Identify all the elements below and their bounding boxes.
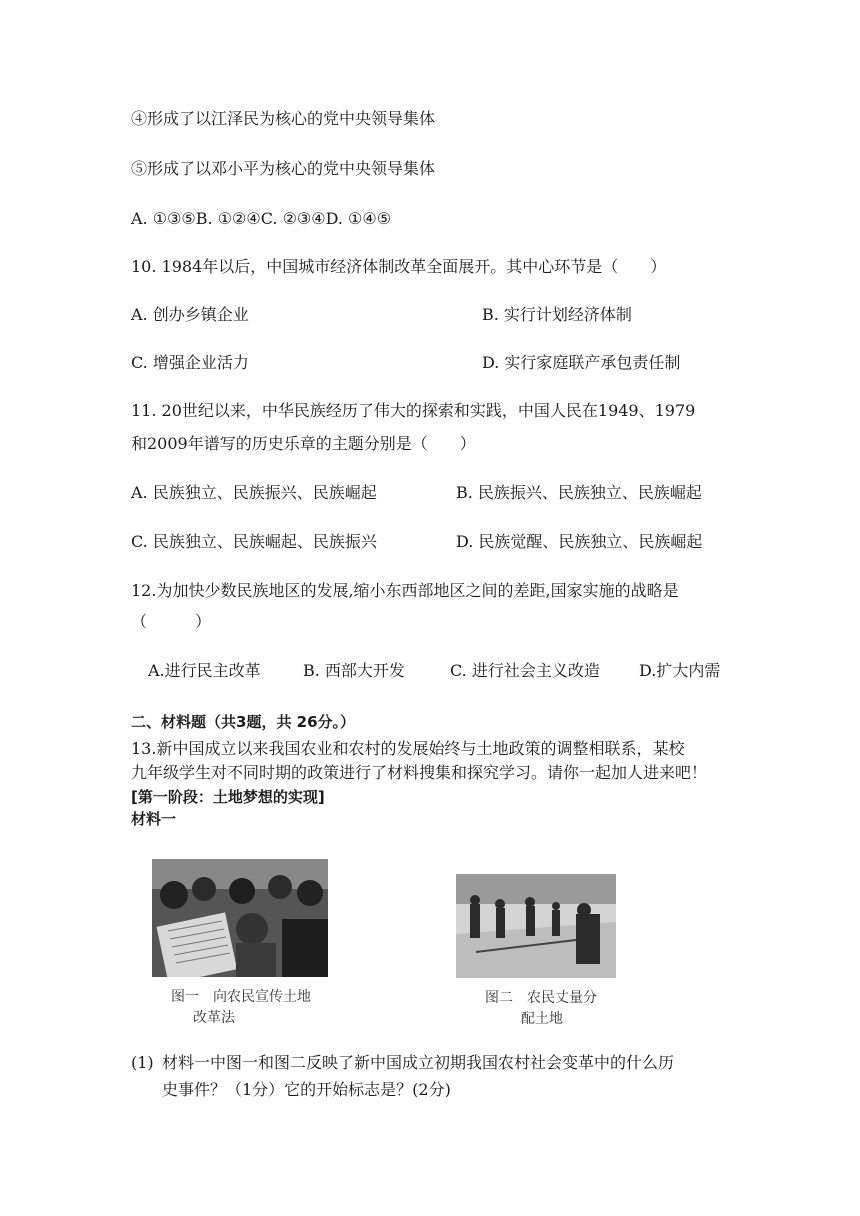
figure-1-caption-line1: 图一 向农民宣传土地 [171, 989, 311, 1005]
figure-2-photo [456, 874, 616, 978]
sub-question-1-number: (1) [131, 1053, 154, 1072]
q10-option-d: D. 实行家庭联产承包责任制 [482, 353, 681, 372]
line-option-5: ⑤形成了以邓小平为核心的党中央领导集体 [131, 159, 436, 178]
sub-question-1-line2: 史事件？（1分）它的开始标志是？(2分) [162, 1080, 451, 1099]
q10-option-c: C. 增强企业活力 [131, 353, 249, 372]
figure-2-caption-line2: 配土地 [521, 1011, 563, 1027]
q11-option-d: D. 民族觉醒、民族独立、民族崛起 [456, 532, 703, 551]
q12-stem-line2: （ ） [131, 612, 212, 631]
section-2-heading: 二、材料题（共3题，共 26分。） [131, 713, 356, 731]
line-option-4: ④形成了以江泽民为核心的党中央领导集体 [131, 109, 436, 128]
q13-stem-line2: 九年级学生对不同时期的政策进行了材料搜集和探究学习。请你一起加人进来吧！ [131, 763, 708, 782]
q12-option-d: D.扩大内需 [639, 661, 721, 680]
figure-1-caption-line2: 改革法 [193, 1010, 235, 1026]
q12-option-a: A.进行民主改革 [148, 661, 261, 680]
sub-question-1-line1: 材料一中图一和图二反映了新中国成立初期我国农村社会变革中的什么历 [162, 1053, 675, 1072]
q11-option-a: A. 民族独立、民族振兴、民族崛起 [131, 483, 377, 502]
figure-2 [452, 870, 622, 1035]
q10-option-a: A. 创办乡镇企业 [131, 305, 249, 324]
q11-stem-line1: 11. 20世纪以来，中华民族经历了伟大的探索和实践，中国人民在1949、1979 [131, 401, 696, 420]
q12-option-c: C. 进行社会主义改造 [450, 661, 600, 680]
material-1-label: 材料一 [131, 810, 177, 828]
q12-stem-line1: 12.为加快少数民族地区的发展,缩小东西部地区之间的差距,国家实施的战略是 [131, 581, 679, 600]
q12-option-b: B. 西部大开发 [303, 661, 405, 680]
figure-1 [148, 855, 338, 1035]
stage-1-heading: [第一阶段：土地梦想的实现] [131, 788, 325, 806]
figure-1-photo [152, 859, 328, 977]
q11-option-b: B. 民族振兴、民族独立、民族崛起 [456, 483, 702, 502]
q11-option-c: C. 民族独立、民族崛起、民族振兴 [131, 532, 377, 551]
q13-stem-line1: 13.新中国成立以来我国农业和农村的发展始终与土地政策的调整相联系，某校 [131, 739, 685, 758]
q10-option-b: B. 实行计划经济体制 [482, 305, 632, 324]
q11-stem-line2: 和2009年谱写的历史乐章的主题分别是（ ） [131, 434, 476, 453]
q10-stem: 10. 1984年以后，中国城市经济体制改革全面展开。其中心环节是（ ） [131, 257, 667, 276]
q9-answers: A. ①③⑤B. ①②④C. ②③④D. ①④⑤ [131, 209, 392, 228]
figure-2-caption-line1: 图二 农民丈量分 [485, 990, 597, 1006]
